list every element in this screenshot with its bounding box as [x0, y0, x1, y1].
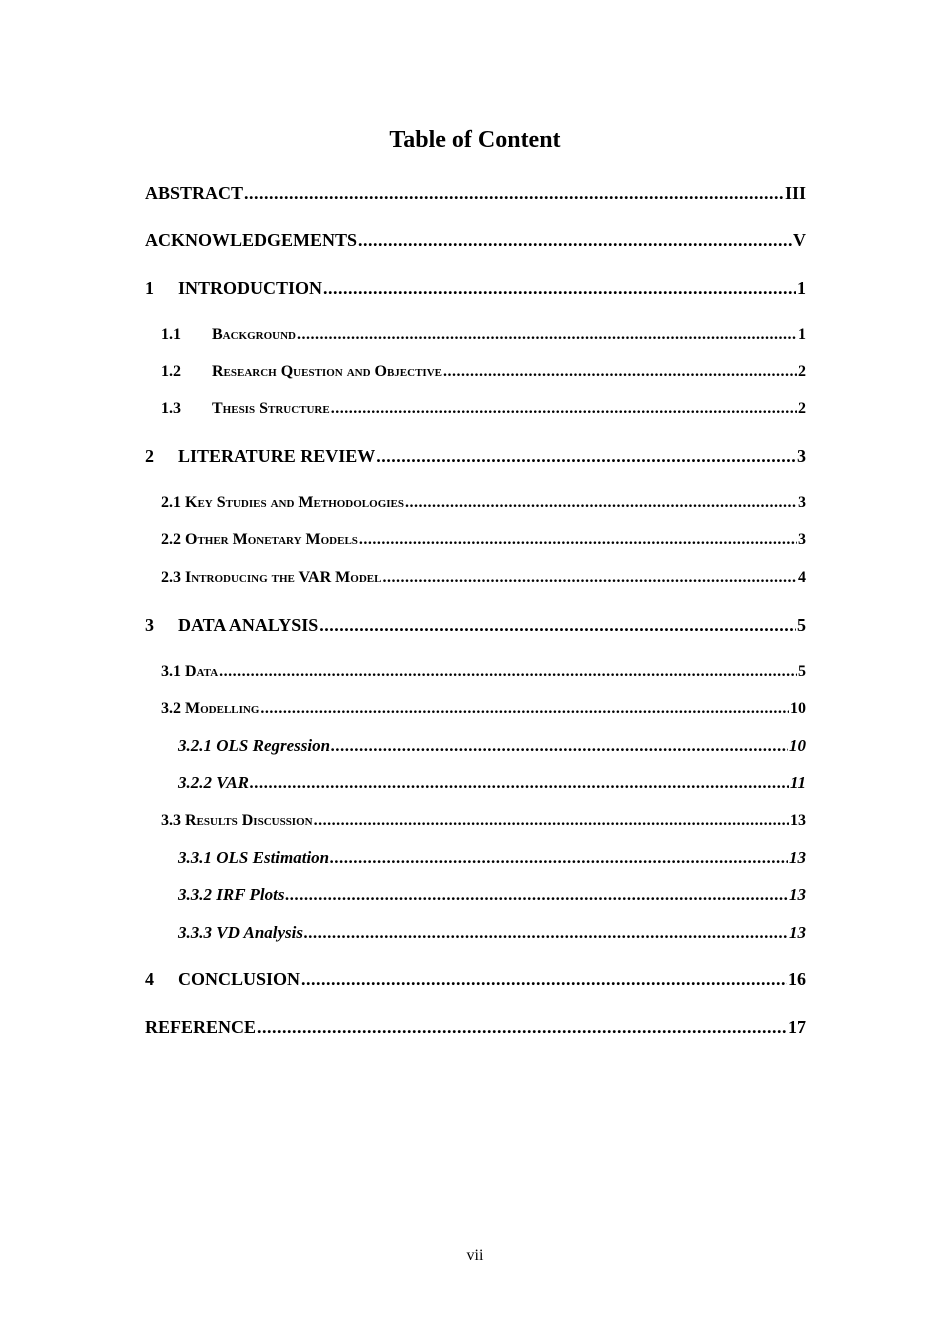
- page-title: Table of Content: [389, 127, 561, 153]
- toc-entry-irf-plots[interactable]: [178, 883, 806, 907]
- toc-number: 3: [145, 615, 154, 635]
- leader-dots: [331, 397, 797, 421]
- toc-label: 2.2 Other Monetary Models: [161, 531, 358, 548]
- toc-page-number: 17: [788, 1017, 806, 1037]
- toc-entry-reference[interactable]: [145, 1015, 806, 1039]
- toc-number: 1.2: [161, 363, 181, 380]
- toc-page-number: 13: [789, 848, 806, 867]
- toc-page-number: 2: [798, 363, 806, 380]
- toc-label: Research Question and Objective: [212, 363, 442, 380]
- toc-page-number: 1: [798, 326, 806, 343]
- toc-number: 1.1: [161, 326, 181, 343]
- toc-label: ACKNOWLEDGEMENTS: [145, 230, 358, 250]
- toc-label: 3.3.1 OLS Estimation: [178, 848, 330, 867]
- toc-page-number: 13: [790, 812, 806, 829]
- toc-page-number: 11: [789, 773, 806, 792]
- toc-entry-thesis-structure[interactable]: [161, 397, 806, 421]
- toc-label: Background: [212, 326, 297, 343]
- leader-dots: [219, 660, 797, 684]
- toc-entry-vd-analysis[interactable]: [178, 921, 806, 945]
- toc-entry-key-studies[interactable]: [161, 491, 806, 515]
- toc-entry-ols-regression[interactable]: [178, 734, 806, 758]
- toc-page-number: 10: [789, 736, 806, 755]
- leader-dots: [244, 181, 784, 205]
- toc-label: REFERENCE: [145, 1017, 257, 1037]
- toc-label: LITERATURE REVIEW: [178, 446, 376, 466]
- toc-page-number: 3: [797, 446, 806, 466]
- toc-label: 3.3 Results Discussion: [161, 812, 313, 829]
- toc-page-number: 13: [789, 885, 806, 904]
- toc-page-number: 4: [798, 569, 806, 586]
- toc-label: ABSTRACT: [145, 183, 244, 203]
- toc-entry-abstract[interactable]: [145, 181, 806, 205]
- leader-dots: [331, 734, 788, 758]
- toc-entry-ols-estimation[interactable]: [178, 846, 806, 870]
- leader-dots: [260, 697, 789, 721]
- leader-dots: [301, 967, 787, 991]
- leader-dots: [330, 846, 788, 870]
- toc-label: Thesis Structure: [212, 400, 330, 417]
- page-number-footer: vii: [466, 1247, 484, 1264]
- toc-entry-acknowledgements[interactable]: [145, 228, 806, 252]
- leader-dots: [382, 566, 797, 590]
- toc-page-number: 5: [797, 615, 806, 635]
- toc-entry-research-question[interactable]: [161, 360, 806, 384]
- toc-number: 1.3: [161, 400, 181, 417]
- leader-dots: [297, 323, 797, 347]
- toc-label: 2.3 Introducing the VAR Model: [161, 569, 382, 586]
- leader-dots: [314, 809, 789, 833]
- toc-entry-background[interactable]: [161, 323, 806, 347]
- leader-dots: [319, 613, 796, 637]
- leader-dots: [285, 883, 788, 907]
- toc-label: CONCLUSION: [178, 969, 301, 989]
- toc-entry-data-analysis[interactable]: [145, 613, 806, 637]
- leader-dots: [323, 276, 796, 300]
- leader-dots: [250, 771, 789, 795]
- leader-dots: [443, 360, 797, 384]
- toc-number: 2: [145, 446, 154, 466]
- toc-page-number: 2: [798, 400, 806, 417]
- toc-label: 2.1 Key Studies and Methodologies: [161, 494, 404, 511]
- leader-dots: [359, 528, 797, 552]
- leader-dots: [405, 491, 797, 515]
- toc-entry-other-monetary-models[interactable]: [161, 528, 806, 552]
- toc-entry-conclusion[interactable]: [145, 967, 806, 991]
- toc-entry-data[interactable]: [161, 660, 806, 684]
- leader-dots: [257, 1015, 787, 1039]
- toc-page-number: 1: [797, 278, 806, 298]
- toc-page-number: 10: [790, 700, 806, 717]
- toc-page-number: 3: [798, 494, 806, 511]
- toc-entry-results-discussion[interactable]: [161, 809, 806, 833]
- toc-entry-var[interactable]: [178, 771, 806, 795]
- toc-page-number: 5: [798, 663, 806, 680]
- toc-label: 3.1 Data: [161, 663, 219, 680]
- toc-entry-literature-review[interactable]: [145, 444, 806, 468]
- toc-entry-modelling[interactable]: [161, 697, 806, 721]
- toc-page-number: V: [793, 230, 806, 250]
- toc-number: 4: [145, 969, 154, 989]
- toc-label: DATA ANALYSIS: [178, 615, 319, 635]
- toc-label: 3.2.1 OLS Regression: [178, 736, 331, 755]
- toc-number: 1: [145, 278, 154, 298]
- toc-page-number: III: [784, 183, 806, 203]
- toc-page-number: 13: [789, 923, 806, 942]
- leader-dots: [358, 228, 792, 252]
- toc-label: 3.3.2 IRF Plots: [178, 885, 285, 904]
- leader-dots: [376, 444, 796, 468]
- toc-entry-introduction[interactable]: [145, 276, 806, 300]
- toc-label: INTRODUCTION: [178, 278, 323, 298]
- toc-page-number: 3: [798, 531, 806, 548]
- toc-page-number: 16: [788, 969, 806, 989]
- leader-dots: [304, 921, 788, 945]
- toc-label: 3.2.2 VAR: [178, 773, 250, 792]
- toc-label: 3.2 Modelling: [161, 700, 260, 717]
- toc-entry-var-model[interactable]: [161, 566, 806, 590]
- toc-label: 3.3.3 VD Analysis: [178, 923, 304, 942]
